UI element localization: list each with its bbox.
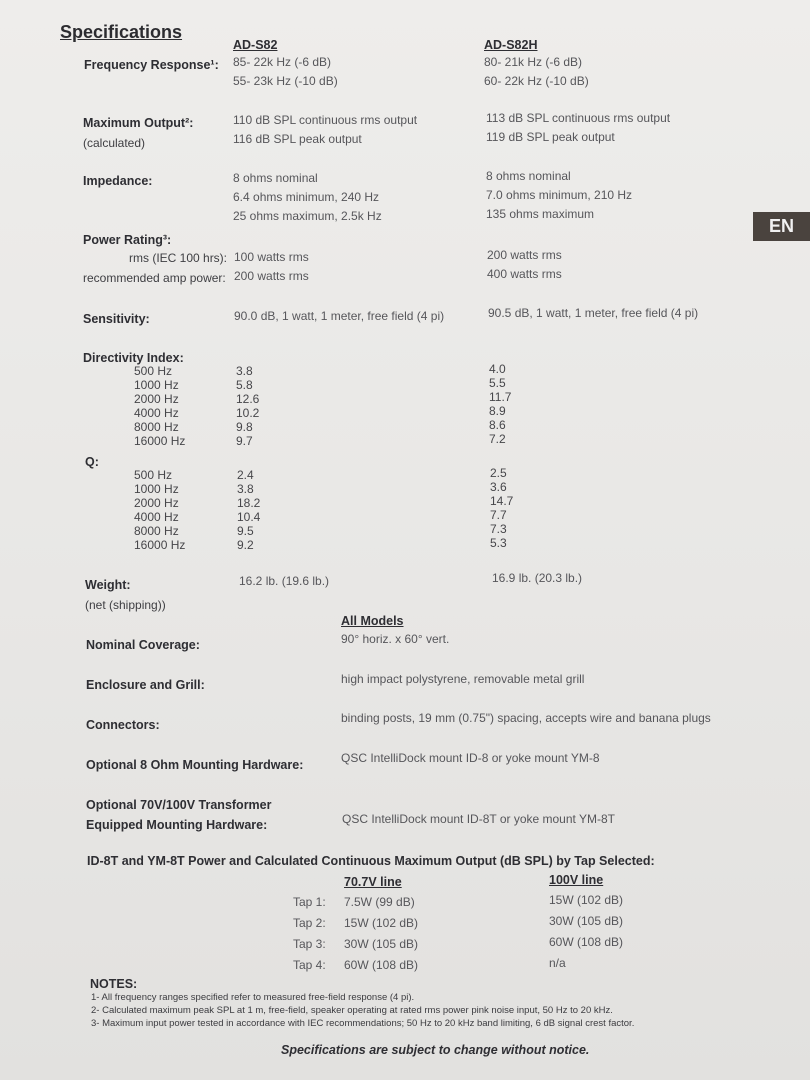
weight-a: 16.2 lb. (19.6 lb.): [239, 574, 330, 588]
freq-a: [233, 53, 338, 91]
tap-70v-values: [344, 892, 418, 976]
di-freq: 8000 Hz: [134, 420, 179, 434]
q-a-value: 9.5: [237, 524, 254, 538]
footer-disclaimer: Specifications are subject to change without notice.: [281, 1043, 590, 1057]
tap-100v-value: n/a: [549, 956, 566, 970]
mount70-value: QSC IntelliDock mount ID-8T or yoke mount YM-8T: [342, 812, 615, 826]
sensitivity-b: 90.5 dB, 1 watt, 1 meter, free field (4 pi): [488, 306, 699, 320]
power-a-line: 100 watts rms: [234, 250, 309, 264]
di-a: [236, 364, 259, 448]
maxout-a: [233, 111, 417, 149]
tap-label: Tap 2:: [293, 916, 326, 930]
q-b-value: 3.6: [490, 480, 507, 494]
tap-100v-value: 30W (105 dB): [549, 914, 624, 928]
q-a-value: 9.2: [237, 538, 254, 552]
notes-heading: NOTES:: [90, 977, 138, 991]
impedance-a-line: 8 ohms nominal: [233, 171, 318, 185]
impedance-b: [486, 167, 632, 224]
impedance-b-line: 8 ohms nominal: [486, 169, 571, 183]
di-a-value: 9.7: [236, 434, 253, 448]
all-models-header: All Models: [341, 614, 404, 628]
enclosure-value: high impact polystyrene, removable metal grill: [341, 672, 585, 686]
note-item: 2- Calculated maximum peak SPL at 1 m, free-field, speaker operating at rated rms power pink noise input, 50 Hz to 20 kHz.: [91, 1005, 613, 1016]
q-freq: 500 Hz: [134, 468, 173, 482]
q-a-value: 3.8: [237, 482, 254, 496]
connectors-label: Connectors:: [86, 718, 160, 732]
maxout-label: Maximum Output²:: [83, 116, 194, 130]
q-b-value: 7.7: [490, 508, 507, 522]
di-freq: 1000 Hz: [134, 378, 179, 392]
connectors-value: binding posts, 19 mm (0.75") spacing, accepts wire and banana plugs: [341, 711, 711, 725]
di-b-value: 8.9: [489, 404, 506, 418]
freq-a-line: 85- 22k Hz (-6 dB): [233, 55, 332, 69]
sensitivity-label: Sensitivity:: [83, 312, 150, 326]
di-a-value: 3.8: [236, 364, 253, 378]
power-rms-label: rms (IEC 100 hrs):: [129, 251, 228, 265]
tap-label: Tap 4:: [293, 958, 326, 972]
freq-b-line: 80- 21k Hz (-6 dB): [484, 55, 583, 69]
tap-100v-value: 60W (108 dB): [549, 935, 624, 949]
di-label: Directivity Index:: [83, 351, 184, 365]
tap-label: Tap 1:: [293, 895, 326, 909]
q-label: Q:: [85, 455, 99, 469]
di-b-value: 7.2: [489, 432, 506, 446]
impedance-a-line: 25 ohms maximum, 2.5k Hz: [233, 209, 382, 223]
maxout-sub: (calculated): [83, 136, 146, 150]
di-freq: 2000 Hz: [134, 392, 179, 406]
di-b-value: 4.0: [489, 362, 506, 376]
note-item: 3- Maximum input power tested in accordance with IEC recommendations; 50 Hz to 20 kHz band limiting, 6 dB signal crest factor.: [91, 1018, 635, 1029]
tap-col-70v: 70.7V line: [344, 875, 402, 889]
q-a-value: 10.4: [237, 510, 261, 524]
di-a-value: 5.8: [236, 378, 253, 392]
coverage-value: 90° horiz. x 60° vert.: [341, 632, 450, 646]
q-freq: 4000 Hz: [134, 510, 179, 524]
tap-70v-value: 60W (108 dB): [344, 958, 419, 972]
freq-b-line: 60- 22k Hz (-10 dB): [484, 74, 589, 88]
power-b-line: 200 watts rms: [487, 248, 562, 262]
di-b: [489, 362, 511, 446]
freq-a-line: 55- 23k Hz (-10 dB): [233, 74, 338, 88]
impedance-a-line: 6.4 ohms minimum, 240 Hz: [233, 190, 380, 204]
tap-table-heading: ID-8T and YM-8T Power and Calculated Continuous Maximum Output (dB SPL) by Tap Selected:: [87, 854, 655, 868]
q-a-value: 2.4: [237, 468, 254, 482]
di-a-value: 12.6: [236, 392, 260, 406]
impedance-b-line: 135 ohms maximum: [486, 207, 595, 221]
tap-70v-value: 15W (102 dB): [344, 916, 419, 930]
maxout-a-line: 116 dB SPL peak output: [233, 132, 362, 146]
mount8-value: QSC IntelliDock mount ID-8 or yoke mount YM-8: [341, 751, 600, 765]
q-a: [237, 468, 260, 552]
power-b: [487, 246, 562, 284]
q-b: [490, 466, 513, 550]
notes-list: [91, 991, 634, 1030]
coverage-label: Nominal Coverage:: [86, 638, 200, 652]
maxout-b-line: 113 dB SPL continuous rms output: [486, 111, 671, 125]
impedance-a: [233, 169, 382, 226]
freq-label: Frequency Response¹:: [84, 58, 219, 72]
q-freq: 8000 Hz: [134, 524, 179, 538]
tap-100v-value: 15W (102 dB): [549, 893, 624, 907]
di-b-value: 11.7: [489, 390, 512, 404]
tap-labels: [293, 892, 326, 976]
weight-b: 16.9 lb. (20.3 lb.): [492, 571, 583, 585]
di-b-value: 8.6: [489, 418, 506, 432]
power-label: Power Rating³:: [83, 233, 172, 247]
q-b-value: 2.5: [490, 466, 507, 480]
di-a-value: 10.2: [236, 406, 260, 420]
page-title: Specifications: [60, 22, 183, 42]
di-freq: 500 Hz: [134, 364, 173, 378]
q-b-value: 7.3: [490, 522, 507, 536]
tap-70v-value: 30W (105 dB): [344, 937, 419, 951]
freq-b: [484, 53, 589, 91]
q-freq: 2000 Hz: [134, 496, 179, 510]
di-freq: 4000 Hz: [134, 406, 179, 420]
tap-label: Tap 3:: [293, 937, 326, 951]
maxout-a-line: 110 dB SPL continuous rms output: [233, 113, 418, 127]
mount70-label-2: Equipped Mounting Hardware:: [86, 818, 268, 832]
power-b-line: 400 watts rms: [487, 267, 562, 281]
q-b-value: 5.3: [490, 536, 507, 550]
q-freq: 16000 Hz: [134, 538, 186, 552]
tap-100v-values: [549, 890, 623, 974]
impedance-b-line: 7.0 ohms minimum, 210 Hz: [486, 188, 633, 202]
q-freqs: [134, 468, 185, 552]
model-b-header: AD-S82H: [484, 38, 538, 52]
language-badge: EN: [753, 212, 810, 241]
di-freqs: [134, 364, 185, 448]
tap-70v-value: 7.5W (99 dB): [344, 895, 415, 909]
power-a: [234, 248, 309, 286]
enclosure-label: Enclosure and Grill:: [86, 678, 205, 692]
power-amp-label: recommended amp power:: [83, 271, 226, 285]
di-a-value: 9.8: [236, 420, 253, 434]
mount8-label: Optional 8 Ohm Mounting Hardware:: [86, 758, 304, 772]
di-freq: 16000 Hz: [134, 434, 186, 448]
mount70-label-1: Optional 70V/100V Transformer: [86, 798, 272, 812]
maxout-b-line: 119 dB SPL peak output: [486, 130, 615, 144]
q-freq: 1000 Hz: [134, 482, 179, 496]
sensitivity-a: 90.0 dB, 1 watt, 1 meter, free field (4 pi): [234, 309, 445, 323]
impedance-label: Impedance:: [83, 174, 153, 188]
q-b-value: 14.7: [490, 494, 514, 508]
note-item: 1- All frequency ranges specified refer to measured free-field response (4 pi).: [91, 992, 415, 1003]
tap-col-100v: 100V line: [549, 873, 604, 887]
q-a-value: 18.2: [237, 496, 261, 510]
power-a-line: 200 watts rms: [234, 269, 309, 283]
maxout-b: [486, 109, 670, 147]
weight-label: Weight:: [85, 578, 131, 592]
di-b-value: 5.5: [489, 376, 506, 390]
model-a-header: AD-S82: [233, 38, 278, 52]
weight-sub: (net (shipping)): [85, 598, 166, 612]
